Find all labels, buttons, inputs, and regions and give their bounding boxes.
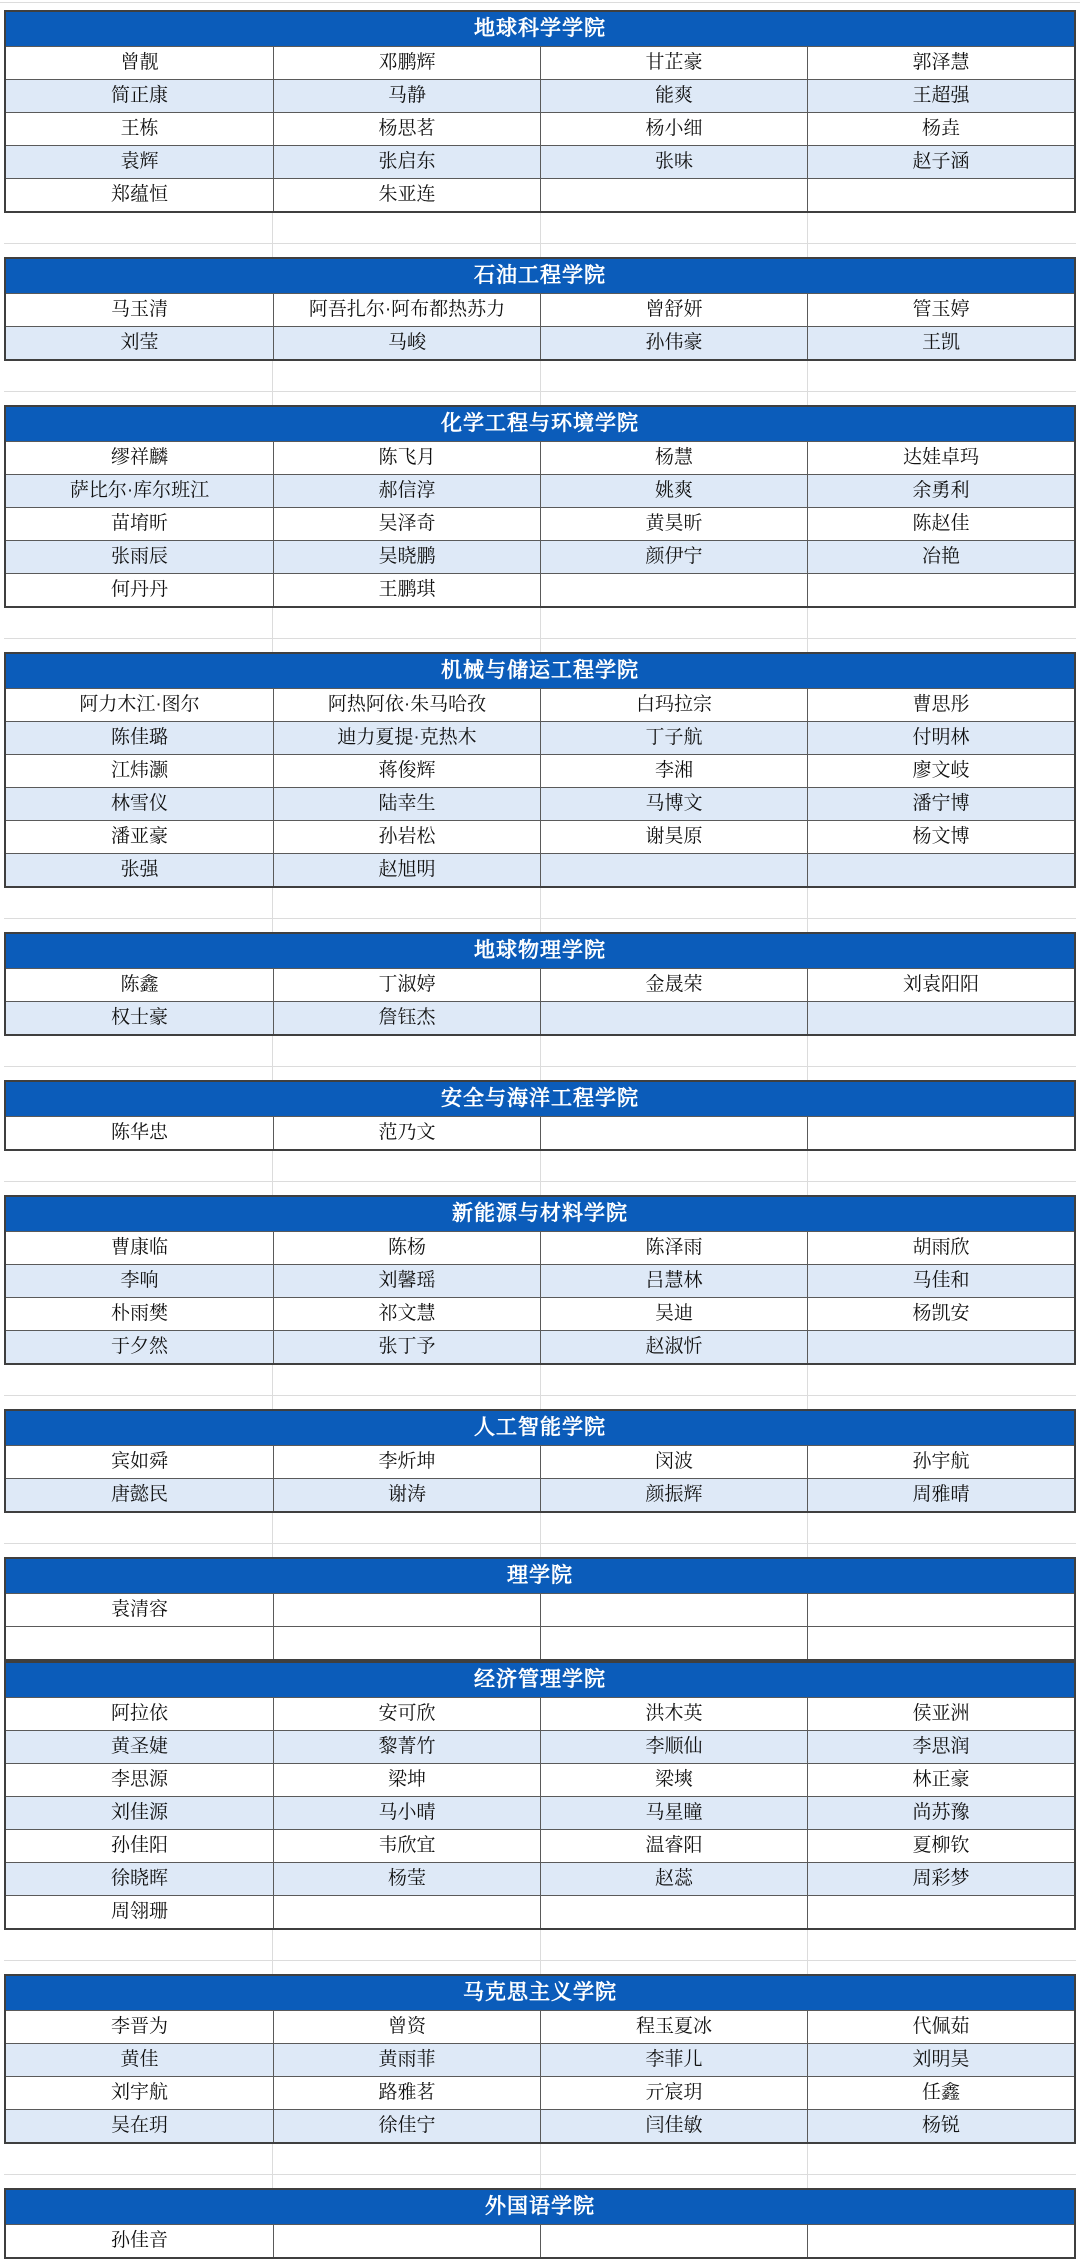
name-cell: 陈华忠 (110, 1122, 168, 1143)
name-cell: 马玉清 (110, 299, 168, 320)
name-cell (273, 1594, 540, 1626)
college-section (4, 1409, 1076, 1513)
name-cell: 赵蕊 (540, 1863, 807, 1895)
name-cell: 刘馨瑶 (273, 1265, 540, 1297)
name-cell (273, 1896, 540, 1928)
name-cell: 洪木英 (540, 1698, 807, 1730)
section-gap (4, 1930, 1076, 1974)
name-cell: 苗堉昕 (110, 513, 168, 534)
section-gap (4, 1365, 1076, 1409)
name-cell: 潘宁博 (807, 788, 1074, 820)
name-cell: 王鹏琪 (273, 574, 540, 606)
name-cell: 孙岩松 (273, 821, 540, 853)
name-cell: 李炘坤 (273, 1446, 540, 1478)
table-row (6, 112, 1074, 145)
name-cell: 赵淑忻 (540, 1331, 807, 1363)
name-cell: 迪力夏提·克热木 (273, 722, 540, 754)
college-header: 理学院 (6, 1559, 1074, 1593)
name-cell: 马博文 (540, 788, 807, 820)
college-section (4, 2188, 1076, 2259)
name-cell (807, 1594, 1074, 1626)
name-cell: 冶艳 (807, 541, 1074, 573)
name-cell (807, 1002, 1074, 1034)
name-cell: 缪祥麟 (110, 447, 168, 468)
name-cell: 张雨辰 (110, 546, 168, 567)
college-section (4, 10, 1076, 213)
name-cell (540, 1117, 807, 1149)
name-cell: 张味 (540, 146, 807, 178)
college-header: 化学工程与环境学院 (6, 407, 1074, 441)
name-cell: 管玉婷 (807, 294, 1074, 326)
table-row (6, 820, 1074, 853)
name-cell (273, 2225, 540, 2257)
name-cell: 余勇利 (807, 475, 1074, 507)
name-cell: 达娃卓玛 (807, 442, 1074, 474)
name-cell: 江炜灏 (110, 760, 168, 781)
college-header: 人工智能学院 (6, 1411, 1074, 1445)
name-cell: 杨凯安 (807, 1298, 1074, 1330)
name-cell: 袁辉 (120, 151, 159, 172)
college-section (4, 932, 1076, 1036)
college-header: 马克思主义学院 (6, 1976, 1074, 2010)
name-cell: 安可欣 (273, 1698, 540, 1730)
name-cell: 何丹丹 (110, 579, 168, 600)
name-cell: 韦欣宜 (273, 1830, 540, 1862)
table-row (6, 474, 1074, 507)
name-cell: 杨小细 (540, 113, 807, 145)
name-cell: 黄佳 (120, 2049, 159, 2070)
table-row (6, 507, 1074, 540)
name-cell: 张强 (120, 859, 159, 880)
name-cell: 曾靓 (120, 52, 159, 73)
name-cell: 夏柳钦 (807, 1830, 1074, 1862)
college-section (4, 652, 1076, 888)
name-cell: 陆幸生 (273, 788, 540, 820)
table-row (6, 573, 1074, 606)
name-cell: 杨莹 (273, 1863, 540, 1895)
college-header: 新能源与材料学院 (6, 1197, 1074, 1231)
name-cell: 杨垚 (807, 113, 1074, 145)
name-cell: 李晋为 (110, 2016, 168, 2037)
name-cell: 李思源 (110, 1769, 168, 1790)
name-cell: 颜伊宁 (540, 541, 807, 573)
table-row (6, 1862, 1074, 1895)
name-cell (540, 2225, 807, 2257)
name-cell (807, 1896, 1074, 1928)
name-cell: 陈泽雨 (540, 1232, 807, 1264)
name-cell: 周雅晴 (807, 1479, 1074, 1511)
name-cell: 李湘 (540, 755, 807, 787)
name-cell (807, 854, 1074, 886)
table-row (6, 1796, 1074, 1829)
table-row (6, 326, 1074, 359)
name-cell (540, 574, 807, 606)
name-cell: 颜振辉 (540, 1479, 807, 1511)
name-cell: 李响 (120, 1270, 159, 1291)
name-cell: 朱亚连 (273, 179, 540, 211)
name-cell: 杨锐 (807, 2110, 1074, 2142)
name-cell: 路雅茗 (273, 2077, 540, 2109)
name-cell: 王栋 (120, 118, 159, 139)
table-row (6, 1697, 1074, 1730)
name-cell (807, 1117, 1074, 1149)
college-section (4, 1974, 1076, 2144)
table-row (6, 1593, 1074, 1626)
table-row (6, 1264, 1074, 1297)
table-row (6, 1730, 1074, 1763)
name-cell: 徐晓晖 (110, 1868, 168, 1889)
name-cell: 周彩梦 (807, 1863, 1074, 1895)
table-row (6, 2043, 1074, 2076)
name-cell: 詹钰杰 (273, 1002, 540, 1034)
name-cell: 王超强 (807, 80, 1074, 112)
name-cell: 阿吾扎尔·阿布都热苏力 (273, 294, 540, 326)
name-cell: 萨比尔·库尔班江 (69, 480, 210, 501)
name-cell: 丁子航 (540, 722, 807, 754)
college-section (4, 1557, 1076, 1661)
name-cell: 曾资 (273, 2011, 540, 2043)
table-row (6, 2076, 1074, 2109)
name-cell: 简正康 (110, 85, 168, 106)
name-cell: 吴晓鹏 (273, 541, 540, 573)
college-section (4, 1661, 1076, 1930)
name-cell: 甘芷豪 (540, 47, 807, 79)
college-header: 机械与储运工程学院 (6, 654, 1074, 688)
name-cell: 于夕然 (110, 1336, 168, 1357)
name-cell: 张启东 (273, 146, 540, 178)
table-row (6, 1763, 1074, 1796)
name-cell: 刘明昊 (807, 2044, 1074, 2076)
college-header: 地球科学学院 (6, 12, 1074, 46)
table-row (6, 1445, 1074, 1478)
name-cell: 黎菁竹 (273, 1731, 540, 1763)
name-cell (807, 2225, 1074, 2257)
table-row (6, 46, 1074, 79)
section-gap (4, 1151, 1076, 1195)
name-cell: 姚爽 (540, 475, 807, 507)
name-cell: 刘佳源 (110, 1802, 168, 1823)
college-header: 经济管理学院 (6, 1663, 1074, 1697)
table-row (6, 178, 1074, 211)
name-cell: 权士豪 (110, 1007, 168, 1028)
name-cell: 付明林 (807, 722, 1074, 754)
name-cell: 孙宇航 (807, 1446, 1074, 1478)
table-row (6, 853, 1074, 886)
name-cell: 黄圣婕 (110, 1736, 168, 1757)
name-cell: 温睿阳 (540, 1830, 807, 1862)
name-cell: 赵旭明 (273, 854, 540, 886)
name-cell: 赵子涵 (807, 146, 1074, 178)
name-cell: 梁坤 (273, 1764, 540, 1796)
name-cell (807, 574, 1074, 606)
name-cell: 郑蕴恒 (110, 184, 168, 205)
table-row (6, 79, 1074, 112)
name-cell: 马峻 (273, 327, 540, 359)
name-cell: 程玉夏冰 (540, 2011, 807, 2043)
name-cell: 郝信淳 (273, 475, 540, 507)
name-cell: 闫佳敏 (540, 2110, 807, 2142)
section-gap (4, 888, 1076, 932)
table-row (6, 1330, 1074, 1363)
table-row (6, 968, 1074, 1001)
name-cell: 陈佳璐 (110, 727, 168, 748)
name-cell: 周翎珊 (110, 1901, 168, 1922)
college-section (4, 1195, 1076, 1365)
name-cell: 孙佳音 (110, 2230, 168, 2251)
college-header: 安全与海洋工程学院 (6, 1082, 1074, 1116)
name-cell: 王凯 (807, 327, 1074, 359)
table-row (6, 441, 1074, 474)
section-gap (4, 1036, 1076, 1080)
name-cell: 亓宸玥 (540, 2077, 807, 2109)
name-cell: 曾舒妍 (540, 294, 807, 326)
name-cell: 刘宇航 (110, 2082, 168, 2103)
table-row (6, 2109, 1074, 2142)
name-cell (540, 1896, 807, 1928)
name-cell: 白玛拉宗 (540, 689, 807, 721)
table-row (6, 1895, 1074, 1928)
section-gap (4, 1513, 1076, 1557)
name-cell: 吴在玥 (110, 2115, 168, 2136)
name-cell: 吕慧林 (540, 1265, 807, 1297)
name-cell: 闵波 (540, 1446, 807, 1478)
name-cell: 李顺仙 (540, 1731, 807, 1763)
section-gap (4, 2144, 1076, 2188)
name-cell: 杨慧 (540, 442, 807, 474)
name-cell: 陈鑫 (120, 974, 159, 995)
name-cell: 代佩茹 (807, 2011, 1074, 2043)
name-cell (540, 1594, 807, 1626)
name-cell: 能爽 (540, 80, 807, 112)
name-cell: 林雪仪 (110, 793, 168, 814)
name-cell: 刘莹 (120, 332, 159, 353)
name-cell: 谢昊原 (540, 821, 807, 853)
table-row (6, 2010, 1074, 2043)
name-cell: 杨思茗 (273, 113, 540, 145)
name-cell: 吴迪 (540, 1298, 807, 1330)
college-header: 石油工程学院 (6, 259, 1074, 293)
name-cell: 丁淑婷 (273, 969, 540, 1001)
name-cell: 曹康临 (110, 1237, 168, 1258)
name-cell: 任鑫 (807, 2077, 1074, 2109)
name-cell (807, 1331, 1074, 1363)
college-roster-table (4, 10, 1076, 2259)
name-cell: 唐懿民 (110, 1484, 168, 1505)
name-cell: 梁塽 (540, 1764, 807, 1796)
name-cell: 范乃文 (273, 1117, 540, 1149)
name-cell: 李思润 (807, 1731, 1074, 1763)
name-cell: 侯亚洲 (807, 1698, 1074, 1730)
table-row (6, 1829, 1074, 1862)
name-cell: 黄雨菲 (273, 2044, 540, 2076)
name-cell: 陈飞月 (273, 442, 540, 474)
table-row (6, 540, 1074, 573)
name-cell: 马静 (273, 80, 540, 112)
name-cell: 黄昊昕 (540, 508, 807, 540)
table-row (6, 1297, 1074, 1330)
table-row (6, 1231, 1074, 1264)
table-row (6, 787, 1074, 820)
name-cell: 祁文慧 (273, 1298, 540, 1330)
table-row (6, 1478, 1074, 1511)
name-cell: 阿拉依 (110, 1703, 168, 1724)
name-cell: 廖文岐 (807, 755, 1074, 787)
name-cell (540, 1002, 807, 1034)
name-cell: 金晟荣 (540, 969, 807, 1001)
table-row (6, 1001, 1074, 1034)
college-section (4, 405, 1076, 608)
name-cell: 李菲儿 (540, 2044, 807, 2076)
name-cell (540, 854, 807, 886)
name-cell (273, 1627, 540, 1659)
name-cell: 马星瞳 (540, 1797, 807, 1829)
name-cell: 朴雨樊 (110, 1303, 168, 1324)
table-row (6, 1116, 1074, 1149)
name-cell: 张丁予 (273, 1331, 540, 1363)
table-row (6, 2224, 1074, 2257)
name-cell: 蒋俊辉 (273, 755, 540, 787)
name-cell: 刘袁阳阳 (807, 969, 1074, 1001)
name-cell: 郭泽慧 (807, 47, 1074, 79)
name-cell: 马佳和 (807, 1265, 1074, 1297)
name-cell: 马小晴 (273, 1797, 540, 1829)
name-cell: 陈杨 (273, 1232, 540, 1264)
name-cell (6, 1627, 273, 1659)
name-cell: 谢涛 (273, 1479, 540, 1511)
name-cell: 阿热阿依·朱马哈孜 (273, 689, 540, 721)
name-cell: 曹思彤 (807, 689, 1074, 721)
name-cell: 徐佳宁 (273, 2110, 540, 2142)
name-cell: 邓鹏辉 (273, 47, 540, 79)
name-cell: 潘亚豪 (110, 826, 168, 847)
name-cell (540, 1627, 807, 1659)
college-section (4, 1080, 1076, 1151)
name-cell: 尚苏豫 (807, 1797, 1074, 1829)
name-cell: 袁清容 (110, 1599, 168, 1620)
table-row (6, 721, 1074, 754)
name-cell (540, 179, 807, 211)
name-cell: 孙佳阳 (110, 1835, 168, 1856)
college-header: 外国语学院 (6, 2190, 1074, 2224)
section-gap (4, 213, 1076, 257)
name-cell (807, 1627, 1074, 1659)
table-row (6, 688, 1074, 721)
name-cell: 宾如舜 (110, 1451, 168, 1472)
table-row (6, 293, 1074, 326)
table-row (6, 754, 1074, 787)
name-cell (807, 179, 1074, 211)
name-cell: 阿力木江·图尔 (79, 694, 200, 715)
college-header: 地球物理学院 (6, 934, 1074, 968)
table-row (6, 1626, 1074, 1659)
section-gap (4, 608, 1076, 652)
section-gap (4, 361, 1076, 405)
name-cell: 吴泽奇 (273, 508, 540, 540)
college-section (4, 257, 1076, 361)
name-cell: 林正豪 (807, 1764, 1074, 1796)
name-cell: 孙伟豪 (540, 327, 807, 359)
table-row (6, 145, 1074, 178)
name-cell: 陈赵佳 (807, 508, 1074, 540)
name-cell: 胡雨欣 (807, 1232, 1074, 1264)
name-cell: 杨文博 (807, 821, 1074, 853)
